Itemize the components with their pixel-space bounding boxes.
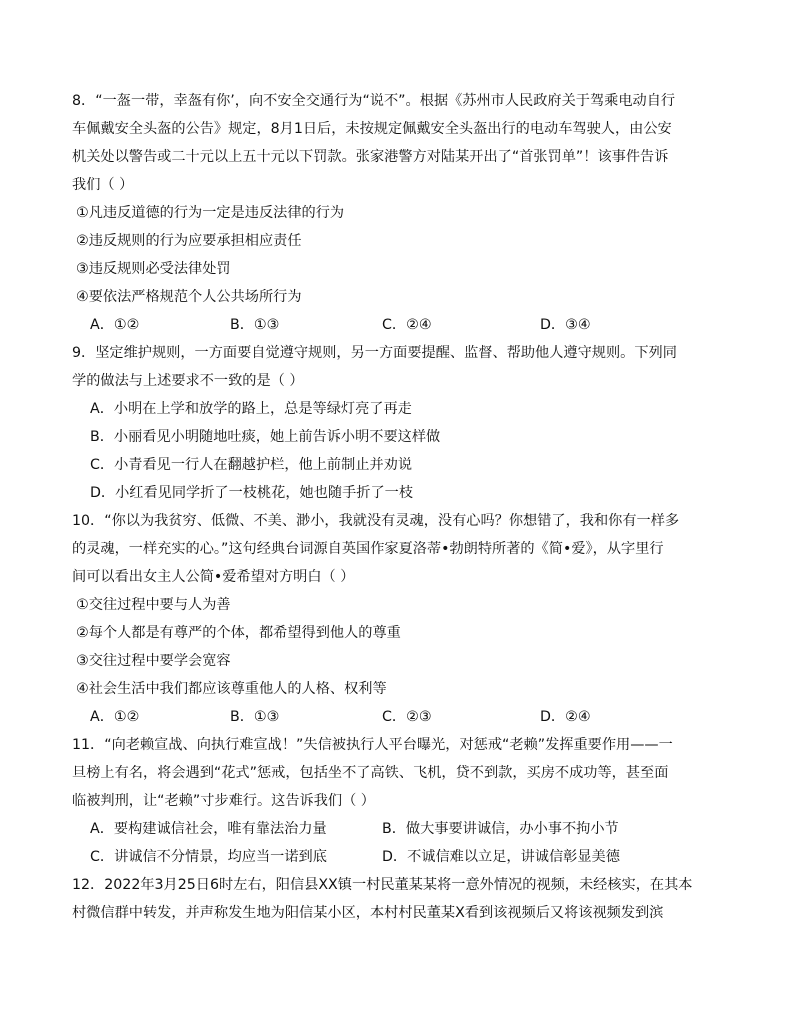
q10-stem-line-2: 的灵魂，一样充实的心。”这句经典台词源自英国作家夏洛蒂•勃朗特所著的《简•爱》，从字里行 <box>72 541 664 557</box>
q10-option-a: A．①② <box>90 709 140 725</box>
q10-stem-line-3: 间可以看出女主人公简•爱希望对方明白（ ） <box>72 569 355 585</box>
q11-option-a: A．要构建诚信社会，唯有靠法治力量 <box>90 821 327 837</box>
q8-item-2: ②违反规则的行为应要承担相应责任 <box>76 233 302 249</box>
q9-option-b: B．小丽看见小明随地吐痰，她上前告诉小明不要这样做 <box>90 429 441 445</box>
q11-option-c: C．讲诚信不分情景，均应当一诺到底 <box>90 849 327 865</box>
q9-option-a: A．小明在上学和放学的路上，总是等绿灯亮了再走 <box>90 401 412 417</box>
q9-option-c: C．小青看见一行人在翻越护栏，他上前制止并劝说 <box>90 457 413 473</box>
q10-item-3: ③交往过程中要学会宽容 <box>76 653 231 669</box>
q9-option-d: D．小红看见同学折了一枝桃花，她也随手折了一枝 <box>90 485 414 501</box>
q8-stem-line-1: 8．“一盔一带，幸盔有你’，向不安全交通行为“说不”。根据《苏州市人民政府关于驾乘电动自行 <box>72 93 676 109</box>
q11-stem-line-3: 临被判刑，让“老赖”寸步难行。这告诉我们（ ） <box>72 793 375 809</box>
q12-stem-line-1: 12．2022年3月25日6时左右，阳信县XX镇一村民董某某将一意外情况的视频，未经核实，在其本 <box>72 877 693 893</box>
q9-stem-line-1: 9．坚定维护规则，一方面要自觉遵守规则，另一方面要提醒、监督、帮助他人遵守规则。下列同 <box>72 345 677 361</box>
q11-stem-line-1: 11．“向老赖宣战、向执行难宣战！”失信被执行人平台曝光，对惩戒“老赖”发挥重要作用——一 <box>72 737 673 753</box>
q11-stem-line-2: 旦榜上有名，将会遇到“花式”惩戒，包括坐不了高铁、飞机，贷不到款，买房不成功等，甚至面 <box>72 765 669 781</box>
q8-stem-line-2: 车佩戴安全头盔的公告》规定，8月1日后，未按规定佩戴安全头盔出行的电动车驾驶人，由公安 <box>72 121 672 137</box>
q10-stem-line-1: 10．“你以为我贫穷、低微、不美、渺小，我就没有灵魂，没有心吗？你想错了，我和你有一样多 <box>72 513 680 529</box>
q8-stem-line-3: 机关处以警告或二十元以上五十元以下罚款。张家港警方对陆某开出了“首张罚单”！该事件告诉 <box>72 149 669 165</box>
q8-option-a: A．①② <box>90 317 140 333</box>
q10-item-4: ④社会生活中我们都应该尊重他人的人格、权利等 <box>76 681 387 697</box>
q11-option-d: D．不诚信难以立足，讲诚信彰显美德 <box>382 849 620 865</box>
q10-option-d: D．②④ <box>540 709 591 725</box>
q8-stem-line-4: 我们（ ） <box>72 177 134 193</box>
q12-stem-line-2: 村微信群中转发，并声称发生地为阳信某小区，本村村民董某X看到该视频后又将该视频发到滨 <box>72 905 664 921</box>
q10-option-b: B．①③ <box>230 709 280 725</box>
q8-option-c: C．②④ <box>382 317 432 333</box>
q8-item-1: ①凡违反道德的行为一定是违反法律的行为 <box>76 205 345 221</box>
q8-item-3: ③违反规则必受法律处罚 <box>76 261 231 277</box>
q10-item-2: ②每个人都是有尊严的个体，都希望得到他人的尊重 <box>76 625 401 641</box>
q11-option-b: B．做大事要讲诚信，办小事不拘小节 <box>382 821 619 837</box>
q10-item-1: ①交往过程中要与人为善 <box>76 597 231 613</box>
q8-item-4: ④要依法严格规范个人公共场所行为 <box>76 289 302 305</box>
q8-option-b: B．①③ <box>230 317 280 333</box>
q8-option-d: D．③④ <box>540 317 591 333</box>
q10-option-c: C．②③ <box>382 709 432 725</box>
q9-stem-line-2: 学的做法与上述要求不一致的是（ ） <box>72 373 304 389</box>
